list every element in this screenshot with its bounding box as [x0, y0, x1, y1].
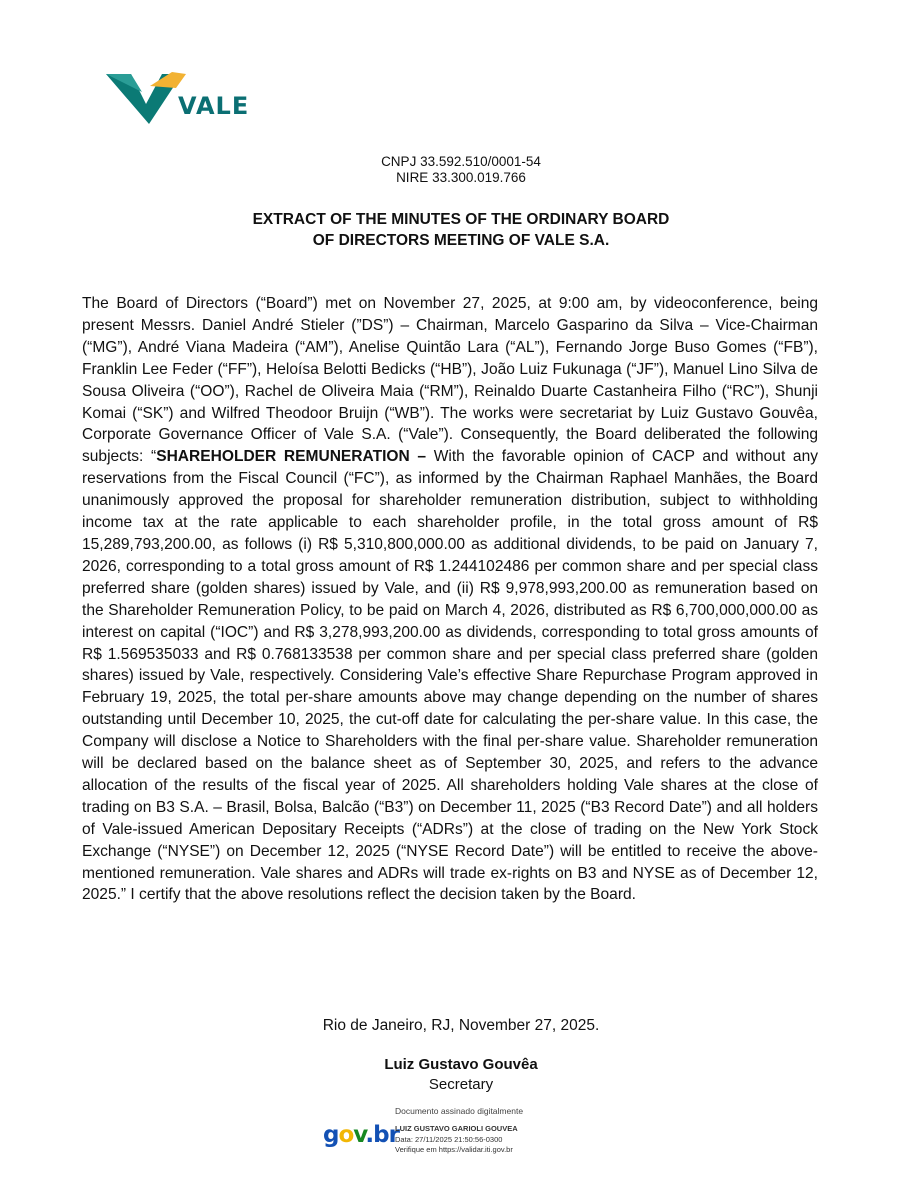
company-ids [0, 154, 922, 186]
title-line-2: OF DIRECTORS MEETING OF VALE S.A. [312, 232, 610, 249]
govbr-logo-o: o [338, 1122, 354, 1148]
govbr-logo-v: v [353, 1122, 366, 1148]
govbr-logo [323, 1122, 399, 1148]
title-line-1: EXTRACT OF THE MINUTES OF THE ORDINARY BOARD [252, 211, 670, 228]
minutes-body [82, 293, 818, 906]
signature-date: Data: 27/11/2025 21:50:56-0300 [395, 1134, 503, 1144]
signature-signer: LUIZ GUSTAVO GARIOLI GOUVEA [395, 1124, 518, 1133]
signature-details [395, 1124, 518, 1156]
body-part-2: With the favorable opinion of CACP and without any reservations from the Fiscal Council (“FC”), as informed by the Chairman Raphael Manhães, the Board unanimously approved the proposal for shareholder remuneration distribution, subject to withholding income tax at the rate applicable to each shareholder profile, in the total gross amount of R$ 15,289,793,200.00, as follows (i) R$ 5,310,800,000.00 as additional dividends, to be paid on January 7, 2026, corresponding to a total gross amount of R$ 1.244102486 per common share and per special class preferred share (golden shares) issued by Vale, and (ii) R$ 9,978,993,200.00 as remuneration based on the Shareholder Remuneration Policy, to be paid on March 4, 2026, distributed as R$ 6,700,000,000.00 as interest on capital (“IOC”) and R$ 3,278,993,200.00 as dividends, corresponding to total gross amounts of R$ 1.569535033 and R$ 0.768133538 per common share and per special class preferred share (golden shares) issued by Vale, respectively. Considering Vale’s effective Share Repurchase Program approved in February 19, 2025, the total per-share amounts above may change depending on the number of shares outstanding until December 10, 2025, the cut-off date for calculating the per-share value. In this case, the Company will disclose a Notice to Shareholders with the final per-share value. Shareholder remuneration will be declared based on the balance sheet as of September 30, 2025, and refers to the advance allocation of the results of the fiscal year of 2025. All shareholders holding Vale shares at the close of trading on B3 S.A. – Brasil, Bolsa, Balcão (“B3”) on December 11, 2025 (“B3 Record Date”) and all holders of Vale-issued American Depositary Receipts (“ADRs”) at the close of trading on the New York Stock Exchange (“NYSE”) on December 12, 2025 (“NYSE Record Date”) will be entitled to receive the above-mentioned remuneration. Vale shares and ADRs will trade ex-rights on B3 and NYSE as of December 12, 2025.” I certify that the above resolutions reflect the decision taken by the Board. [82, 448, 818, 904]
document-title [0, 209, 922, 251]
signatory-name: Luiz Gustavo Gouvêa [384, 1056, 538, 1073]
signature-verify: Verifique em https://validar.iti.gov.br [395, 1145, 513, 1154]
cnpj-line: CNPJ 33.592.510/0001-54 [381, 154, 541, 169]
signatory-role: Secretary [428, 1076, 494, 1093]
digital-signature-stamp [321, 1106, 561, 1162]
subject-heading: SHAREHOLDER REMUNERATION – [156, 448, 427, 466]
govbr-logo-br: br [373, 1122, 399, 1148]
place-date: Rio de Janeiro, RJ, November 27, 2025. [322, 1017, 600, 1034]
govbr-logo-dot: . [365, 1122, 374, 1148]
vale-logo-text: VALE [178, 92, 250, 120]
signature-label: Documento assinado digitalmente [395, 1106, 524, 1116]
nire-line: NIRE 33.300.019.766 [396, 170, 526, 185]
govbr-logo-g: g [323, 1122, 339, 1148]
body-part-1: The Board of Directors (“Board”) met on November 27, 2025, at 9:00 am, by videoconference, being present Messrs. Daniel André Stieler (”DS”) – Chairman, Marcelo Gasparino da Silva – Vice-Chairman (“MG”), André Viana Madeira (“AM”), Anelise Quintão Lara (“AL”), Fernando Jorge Buso Gomes (“FB”), Franklin Lee Feder (“FF”), Heloísa Belotti Bedicks (“HB”), João Luiz Fukunaga (“JF”), Manuel Lino Silva de Sousa Oliveira (“OO”), Rachel de Oliveira Maia (“RM”), Reinaldo Duarte Castanheira Filho (“RC”), Shunji Komai (“SK”) and Wilfred Theodoor Bruijn (“WB”). The works were secretariat by Luiz Gustavo Gouvêa, Corporate Governance Officer of Vale S.A. (“Vale”). Consequently, the Board deliberated the following subjects: “ [82, 295, 818, 466]
